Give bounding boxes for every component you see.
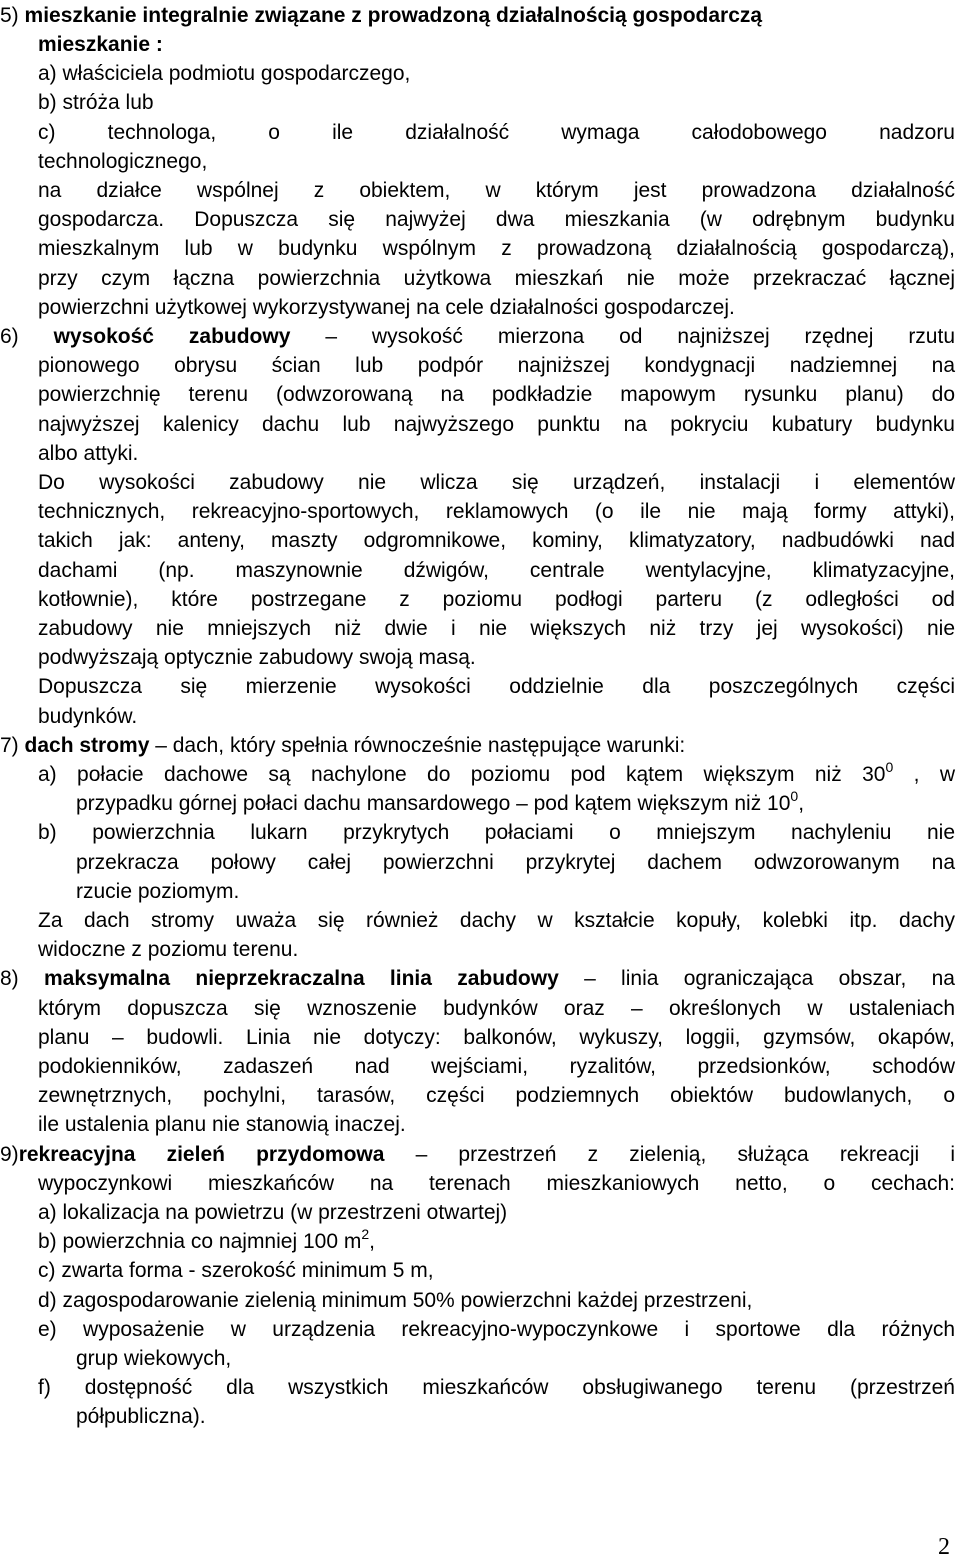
text-line [38, 59, 558, 88]
text-line [38, 1052, 955, 1081]
text-line [38, 468, 955, 497]
text-segment: b) powierzchnia lukarn przykrytych połaciami o mniejszym nachyleniu nie [38, 821, 955, 845]
text-segment: , w [893, 763, 956, 786]
bold-term: rekreacyjna zieleń przydomowa [18, 1142, 385, 1166]
text-segment: gospodarcza. Dopuszcza się najwyżej dwa mieszkania (w odrębnym budynku [38, 208, 955, 232]
text-segment: a) lokalizacja na powietrzu (w przestrzeni otwartej) [38, 1201, 508, 1224]
superscript: 0 [885, 759, 894, 775]
text-line [38, 1373, 955, 1402]
bold-term: dach stromy [24, 733, 150, 757]
text-line [38, 497, 955, 526]
text-segment: półpubliczna). [76, 1405, 206, 1429]
text-line [38, 614, 955, 643]
text-line [38, 672, 955, 701]
text-line [76, 789, 955, 818]
text-segment: takich jak: anteny, maszty odgromnikowe, kominy, klimatyzatory, nadbudówki nad [38, 529, 955, 553]
text-segment: dachami (np. maszynownie dźwigów, centrale wentylacyjne, klimatyzacyjne, [38, 558, 955, 582]
text-line [0, 1140, 955, 1169]
text-segment: budynków. [38, 704, 138, 728]
text-segment: najwyższej kalenicy dachu lub najwyższego punktu na pokryciu kubatury budynku [38, 412, 955, 436]
text-segment: na działce wspólnej z obiektem, w którym jest prowadzona działalność [38, 179, 955, 202]
text-line [76, 877, 476, 906]
text-segment: 9) [0, 1142, 19, 1166]
text-segment: powierzchnię terenu (odwzorowaną na podkładzie mapowym rysunku planu) do [38, 383, 955, 407]
text-line [38, 1286, 955, 1315]
text-segment: którym dopuszcza się wznoszenie budynków oraz – określonych w ustaleniach [38, 996, 955, 1020]
text-segment: pionowego obrysu ścian lub podpór najniższej kondygnacji nadziemnej na [38, 354, 955, 378]
text-segment: technicznych, rekreacyjno-sportowych, reklamowych (o ile nie mają formy attyki), [38, 500, 955, 524]
text-line [38, 147, 338, 176]
text-segment: powierzchni użytkowej wykorzystywanej na cele działalności gospodarczej. [38, 295, 735, 319]
text-segment: przypadku górnej połaci dachu mansardowego – pod kątem większym niż 10 [76, 792, 791, 816]
text-line [0, 731, 860, 760]
text-line [76, 1402, 376, 1431]
text-segment: kotłownie), które postrzegane z poziomu podłogi parteru (z odległości od [38, 587, 955, 611]
text-line [38, 30, 198, 59]
text-segment: wypoczynkowi mieszkańców na terenach mieszkaniowych netto, o cechach: [38, 1171, 955, 1195]
text-segment: Dopuszcza się mierzenie wysokości oddzielnie dla poszczególnych części [38, 675, 955, 699]
text-line [38, 293, 938, 322]
text-line [38, 410, 955, 439]
text-line [38, 702, 238, 731]
bold-term: mieszkanie : [38, 33, 163, 56]
text-line [38, 205, 955, 234]
text-line [38, 1198, 738, 1227]
text-line [38, 906, 955, 935]
text-line [38, 1315, 955, 1344]
text-line [38, 234, 955, 263]
text-segment: podokienników, zadaszeń nad wejściami, ryzalitów, przedsionków, schodów [38, 1055, 955, 1078]
text-line [38, 176, 955, 205]
text-line [0, 322, 955, 351]
text-segment: 5) [0, 3, 25, 27]
text-line [38, 351, 955, 380]
text-segment: przekracza połowy całej powierzchni przykrytej dachem odwzorowanym na [76, 850, 955, 874]
text-segment: przy czym łączna powierzchnia użytkowa mieszkań nie może przekraczać łącznej [38, 266, 955, 290]
text-segment: technologicznego, [38, 149, 208, 173]
superscript: 2 [361, 1226, 370, 1243]
text-segment: Za dach stromy uważa się również dachy w kształcie kopuły, kolebki itp. dachy [38, 909, 955, 932]
text-segment: a) właściciela podmiotu gospodarczego, [38, 62, 411, 86]
text-segment: ile ustalenia planu nie stanowią inaczej. [38, 1113, 406, 1137]
text-line [38, 585, 955, 614]
text-segment: 7) [0, 733, 25, 757]
text-segment: planu – budowli. Linia nie dotyczy: balkonów, wykuszy, loggii, gzymsów, okapów, [38, 1025, 955, 1049]
text-segment: 6) [0, 325, 54, 348]
text-line [38, 118, 955, 147]
text-segment: – dach, który spełnia równocześnie następujące warunki: [149, 733, 686, 757]
text-segment: rzucie poziomym. [76, 879, 240, 903]
superscript: 0 [790, 788, 799, 805]
text-segment: d) zagospodarowanie zielenią minimum 50% powierzchni każdej przestrzeni, [38, 1288, 753, 1312]
text-segment: e) wyposażenie w urządzenia rekreacyjno-wypoczynkowe i sportowe dla różnych [38, 1317, 955, 1341]
text-line [38, 1256, 598, 1285]
text-segment: , [369, 1230, 375, 1254]
text-segment: 8) [0, 967, 44, 991]
text-line [38, 1227, 538, 1256]
text-line [76, 1344, 376, 1373]
text-line [76, 848, 955, 877]
text-segment: c) zwarta forma - szerokość minimum 5 m, [38, 1259, 434, 1283]
text-line [38, 935, 438, 964]
text-line [38, 1023, 955, 1052]
text-line [38, 818, 955, 847]
text-segment: b) stróża lub [38, 91, 154, 115]
text-segment: a) połacie dachowe są nachylone do poziomu pod kątem większym niż 30 [38, 763, 886, 786]
text-line [38, 1110, 738, 1139]
text-segment: albo attyki. [38, 441, 139, 465]
text-line [38, 760, 955, 789]
text-segment: f) dostępność dla wszystkich mieszkańców obsługiwanego terenu (przestrzeń [38, 1376, 955, 1400]
bold-term: wysokość zabudowy [53, 325, 291, 348]
bold-term: mieszkanie integralnie związane z prowadzoną działalnością gospodarczą [24, 3, 763, 27]
text-line [0, 1, 812, 30]
text-line [0, 964, 955, 993]
text-segment: zewnętrznych, pochylni, tarasów, części podziemnych obiektów budowlanych, o [38, 1084, 955, 1108]
text-line [38, 439, 238, 468]
text-line [38, 1081, 955, 1110]
text-segment: Do wysokości zabudowy nie wlicza się urządzeń, instalacji i elementów [38, 471, 955, 494]
text-line [38, 380, 955, 409]
text-segment: zabudowy nie mniejszych niż dwie i nie większych niż trzy jej wysokości) nie [38, 617, 955, 640]
text-segment: – wysokość mierzona od najniższej rzędnej rzutu [290, 325, 955, 348]
bold-term: maksymalna nieprzekraczalna linia zabudowy [43, 967, 559, 991]
page-number: 2 [938, 1534, 950, 1560]
text-segment: b) powierzchnia co najmniej 100 m [38, 1230, 362, 1254]
text-segment: – linia ograniczająca obszar, na [558, 967, 955, 991]
text-line [38, 1169, 955, 1198]
text-segment: c) technologa, o ile działalność wymaga całodobowego nadzoru [38, 120, 955, 144]
text-line [38, 556, 955, 585]
text-segment: podwyższają optycznie zabudowy swoją masą. [38, 646, 476, 670]
text-segment: , [798, 792, 805, 816]
text-line [38, 643, 738, 672]
text-line [38, 264, 955, 293]
text-segment: mieszkalnym lub w budynku wspólnym z prowadzoną działalnością gospodarczą), [38, 237, 955, 261]
text-line [38, 526, 955, 555]
text-line [38, 994, 955, 1023]
text-line [38, 88, 258, 117]
text-segment: – przestrzeń z zielenią, służąca rekreacji i [384, 1142, 955, 1166]
text-segment: grup wiekowych, [76, 1347, 232, 1370]
text-segment: widoczne z poziomu terenu. [38, 938, 299, 962]
